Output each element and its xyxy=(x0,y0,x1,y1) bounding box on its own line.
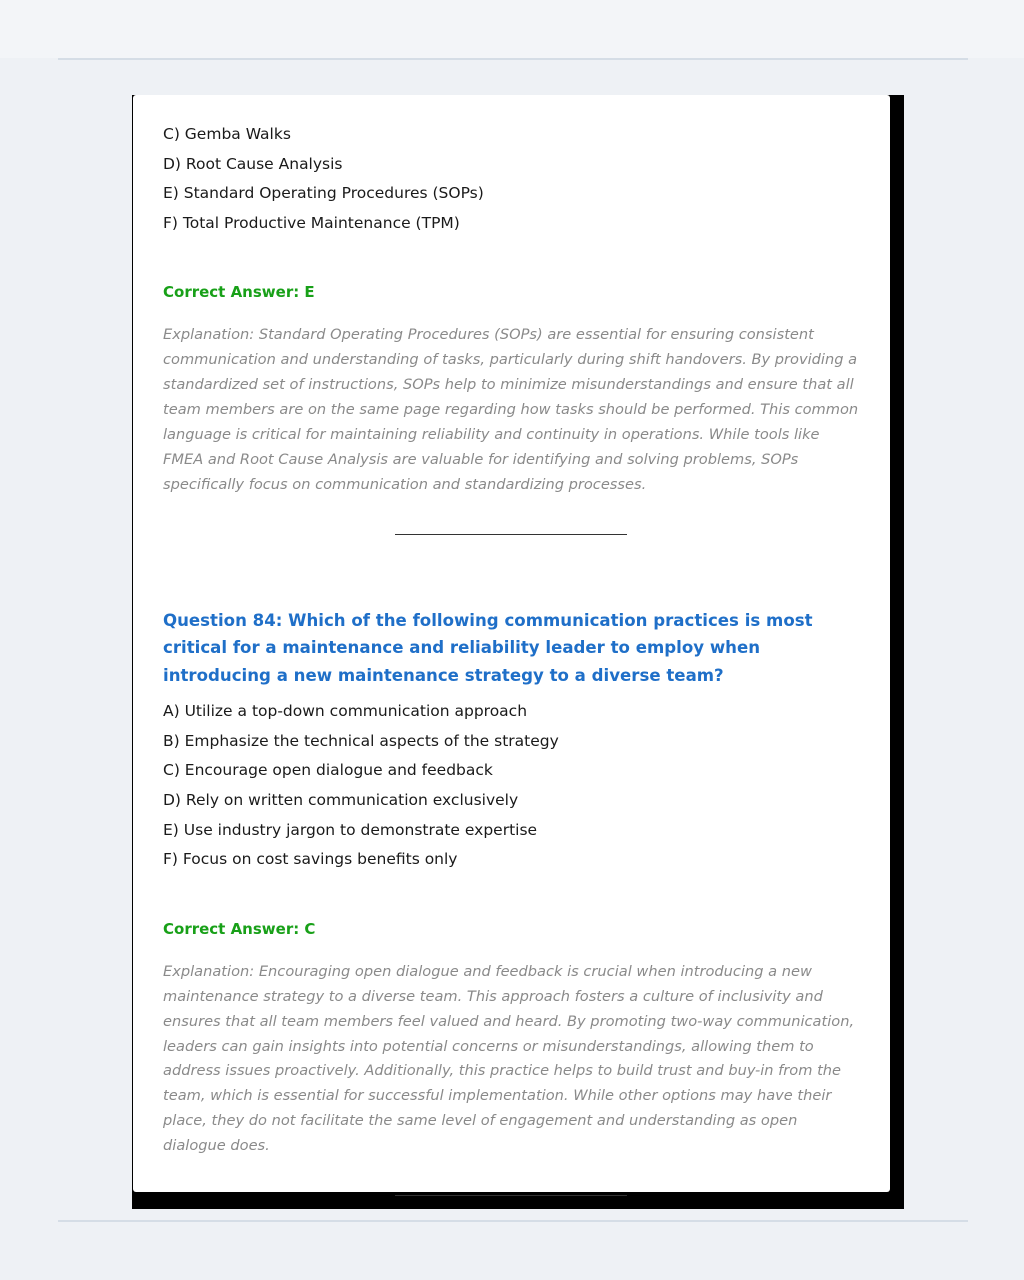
option-d: D) Root Cause Analysis xyxy=(163,154,343,173)
options-list-question-84 xyxy=(163,697,860,875)
section-divider xyxy=(395,534,627,535)
section-divider xyxy=(395,1195,627,1196)
option-b: B) Emphasize the technical aspects of the strategy xyxy=(163,731,559,750)
correct-answer: Correct Answer: C xyxy=(163,919,316,938)
top-rule xyxy=(58,58,968,60)
options-list-previous-question xyxy=(163,120,860,238)
correct-answer: Correct Answer: E xyxy=(163,283,315,302)
option-e: E) Use industry jargon to demonstrate expertise xyxy=(163,820,538,839)
option-d: D) Rely on written communication exclusively xyxy=(163,791,519,809)
option-c: C) Encourage open dialogue and feedback xyxy=(163,761,493,780)
option-f: F) Total Productive Maintenance (TPM) xyxy=(163,213,460,232)
bottom-rule xyxy=(58,1220,968,1222)
option-e: E) Standard Operating Procedures (SOPs) xyxy=(163,184,484,203)
option-f: F) Focus on cost savings benefits only xyxy=(163,850,458,869)
document-page xyxy=(133,95,890,1192)
option-a: A) Utilize a top-down communication approach xyxy=(163,702,528,721)
explanation-text: Explanation: Encouraging open dialogue and feedback is crucial when introducing a new maintenance strategy to a diverse team. This approach fosters a culture of inclusivity and ensures that all team members feel valued and heard. By promoting two-way communication, leaders can gain insights into potential concerns or misunderstandings, allowing them to address issues proactively. Additionally, this practice helps to build trust and buy-in from the team, which is essential for successful implementation. While other options may have their place, they do not facilitate the same level of engagement and understanding as open dialogue does. xyxy=(163,962,855,1155)
question-title: Question 84: Which of the following communication practices is most critical for a maintenance and reliability leader to employ when introducing a new maintenance strategy to a diverse team? xyxy=(163,610,813,685)
viewer-top-band xyxy=(0,0,1024,58)
explanation-text: Explanation: Standard Operating Procedures (SOPs) are essential for ensuring consistent communication and understanding of tasks, particularly during shift handovers. By providing a standardized set of instructions, SOPs help to minimize misunderstandings and ensure that all team members are on the same page regarding how tasks should be performed. This common language is critical for maintaining reliability and continuity in operations. While tools like FMEA and Root Cause Analysis are valuable for identifying and solving problems, SOPs specifically focus on communication and standardizing processes. xyxy=(163,326,859,493)
option-c: C) Gemba Walks xyxy=(163,125,291,143)
